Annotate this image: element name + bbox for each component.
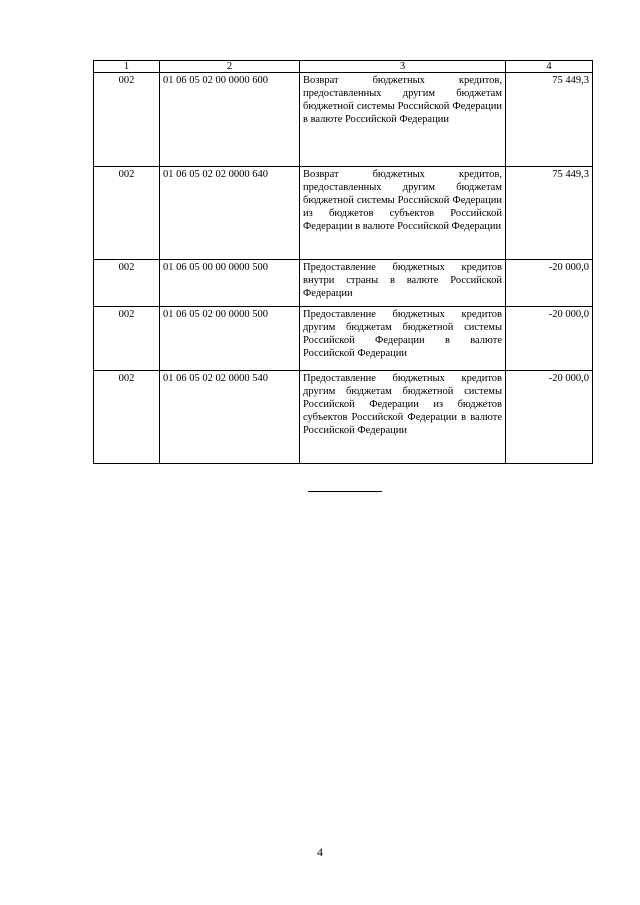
classification-code: 01 06 05 02 02 0000 540 xyxy=(160,371,300,464)
header-row xyxy=(94,61,593,73)
classification-code: 01 06 05 02 02 0000 640 xyxy=(160,167,300,260)
header-col-1: 1 xyxy=(94,61,160,73)
header-col-4: 4 xyxy=(506,61,593,73)
item-name: Предоставление бюджетных кредитов другим бюджетам бюджетной системы Российской Федерации в валюте Российской Федерации xyxy=(300,307,506,371)
budget-table xyxy=(93,60,593,464)
admin-code: 002 xyxy=(94,167,160,260)
amount: -20 000,0 xyxy=(506,307,593,371)
admin-code: 002 xyxy=(94,73,160,167)
separator-line xyxy=(308,491,382,492)
classification-code: 01 06 05 02 00 0000 500 xyxy=(160,307,300,371)
item-name: Возврат бюджетных кредитов, предоставленных другим бюджетам бюджетной системы Российской Федерации в валюте Российской Федерации xyxy=(300,73,506,167)
table-row xyxy=(94,307,593,371)
header-col-3: 3 xyxy=(300,61,506,73)
header-col-2: 2 xyxy=(160,61,300,73)
classification-code: 01 06 05 02 00 0000 600 xyxy=(160,73,300,167)
amount: 75 449,3 xyxy=(506,167,593,260)
item-name: Возврат бюджетных кредитов, предоставленных другим бюджетам бюджетной системы Российской Федерации из бюджетов субъектов Российской Федерации в валюте Российской Федерации xyxy=(300,167,506,260)
item-name: Предоставление бюджетных кредитов другим бюджетам бюджетной системы Российской Федерации из бюджетов субъектов Российской Федерации в валюте Российской Федерации xyxy=(300,371,506,464)
table-row xyxy=(94,167,593,260)
amount: 75 449,3 xyxy=(506,73,593,167)
table-row xyxy=(94,73,593,167)
table-row xyxy=(94,371,593,464)
admin-code: 002 xyxy=(94,307,160,371)
classification-code: 01 06 05 00 00 0000 500 xyxy=(160,260,300,307)
page-number: 4 xyxy=(317,845,323,859)
amount: -20 000,0 xyxy=(506,260,593,307)
admin-code: 002 xyxy=(94,371,160,464)
table-row xyxy=(94,260,593,307)
admin-code: 002 xyxy=(94,260,160,307)
amount: -20 000,0 xyxy=(506,371,593,464)
item-name: Предоставление бюджетных кредитов внутри страны в валюте Российской Федерации xyxy=(300,260,506,307)
